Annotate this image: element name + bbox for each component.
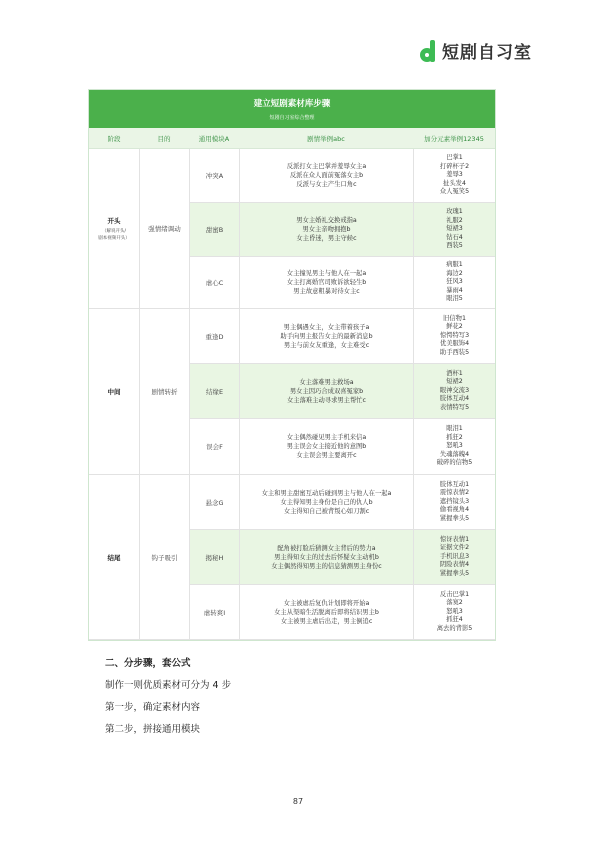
plot-example: 女主得知男主身份是自己的仇人b — [280, 498, 373, 506]
extra-element: 眼神交流3 — [439, 386, 470, 394]
extra-element: 短裙2 — [446, 378, 463, 386]
extra-element: 怒吼3 — [446, 607, 463, 615]
plot-example: 女主偶然碰见男主手机来信a — [286, 434, 367, 441]
module-cell: 甜蜜B — [189, 203, 239, 256]
table-row — [189, 149, 495, 203]
extra-element: 手机讯息3 — [439, 552, 470, 560]
extra-element: 优美服饰4 — [439, 340, 470, 348]
plot-example: 助手向男主报告女主的最新消息b — [280, 332, 373, 340]
extra-element: 旧信物1 — [443, 314, 466, 322]
plot-example: 女主昏迷，男主守候c — [296, 235, 357, 242]
table-body — [89, 149, 495, 640]
brand-mark-icon — [420, 40, 438, 62]
table-row — [189, 309, 495, 364]
extra-element: 西装5 — [446, 242, 463, 250]
plot-cell — [239, 309, 413, 363]
purpose-label: 钩子吸引 — [151, 553, 178, 562]
column-header-module: 通用模块A — [198, 134, 230, 143]
extra-element: 病服1 — [446, 261, 463, 269]
plot-cell — [239, 419, 413, 474]
plot-example: 女主撞见男主与他人在一起a — [286, 270, 367, 277]
column-header-purpose: 目的 — [157, 134, 171, 143]
extra-element: 羞辱3 — [446, 171, 463, 179]
plot-cell — [239, 149, 413, 202]
plot-example: 反派在众人面前冤落女主b — [289, 172, 364, 179]
plot-example: 男主故意粗暴对待女主c — [293, 288, 360, 295]
extra-element: 肢体互动1 — [439, 480, 470, 488]
extra-element: 钻石4 — [446, 233, 463, 241]
plot-cell — [239, 585, 413, 639]
extra-element: 抓狂2 — [446, 433, 463, 441]
plot-example: 女主误会男主要离开c — [296, 452, 357, 459]
extras-cell — [413, 309, 495, 363]
purpose-label: 剧情转折 — [151, 388, 178, 396]
extras-cell — [413, 149, 495, 202]
extras-cell — [413, 203, 495, 256]
extra-element: 众人冤笑5 — [439, 188, 470, 196]
extra-element: 短裙3 — [446, 225, 463, 233]
plot-example: 男主偶遇女主，女主带着孩子a — [283, 323, 370, 331]
plot-example: 女主和男主甜蜜互动后碰到男主与他人在一起a — [261, 489, 392, 497]
extra-element: 破碎的信物5 — [436, 459, 473, 467]
extras-cell — [413, 585, 495, 639]
extra-element: 鲜花2 — [446, 323, 463, 331]
plot-cell — [239, 203, 413, 256]
table-row — [189, 203, 495, 257]
extra-element: 酒杯1 — [446, 369, 463, 377]
plot-example: 女主偶然得知男主的信息猜测男主身份c — [271, 562, 382, 570]
table-header — [89, 90, 495, 128]
material-steps-table — [88, 89, 496, 641]
module-cell: 冲突A — [189, 149, 239, 202]
extra-element: 巴掌1 — [446, 154, 463, 162]
extra-element: 眼泪5 — [446, 295, 463, 303]
page-number: 87 — [292, 797, 304, 806]
plot-example: 男主得知女主的过去后怀疑女主动机b — [274, 553, 379, 561]
plot-example: 女主从渠暗生活脱离后即将结识男主b — [274, 608, 379, 616]
extra-element: 遮挡镜头3 — [439, 497, 470, 505]
module-cell: 虐心C — [189, 257, 239, 308]
stage-cell — [89, 149, 139, 309]
module-cell: 虐转爽I — [189, 585, 239, 639]
extra-element: 狂风3 — [446, 278, 463, 286]
body-line: 第一步，确定素材内容 — [105, 702, 201, 713]
plot-cell — [239, 364, 413, 418]
table-row — [189, 364, 495, 419]
stage-cell — [89, 309, 139, 475]
plot-example: 男女主婚礼交换戒指a — [296, 217, 357, 224]
plot-example: 女主落难主动寻求男主帮忙c — [286, 396, 367, 404]
plot-example: 配角被打脸后猜测女主背后的势力a — [277, 544, 376, 552]
purpose-cell — [139, 149, 189, 309]
extra-element: 紧握拳头5 — [439, 514, 470, 522]
plot-example: 男女主亲吻拥抱b — [302, 226, 351, 233]
extra-element: 阴险表情4 — [439, 561, 470, 569]
extra-element: 玫瑰1 — [446, 208, 463, 216]
extra-element: 扯头发4 — [443, 179, 466, 187]
module-cell: 结缘E — [189, 364, 239, 418]
extras-cell — [413, 419, 495, 474]
extra-element: 怒吼3 — [446, 442, 463, 450]
plot-example: 女主被虐后复仇计划即将开始a — [283, 599, 370, 607]
plot-example: 男主误会女主接近他的意图b — [286, 443, 367, 450]
extra-element: 暴雨4 — [446, 286, 463, 294]
table-subtitle: 短剧自习室综合整理 — [269, 115, 315, 121]
plot-example: 反派打女主巴掌并羞辱女主a — [286, 163, 367, 170]
stage-label: 中间 — [107, 388, 121, 396]
extras-cell — [413, 257, 495, 308]
stage-label: 开头 — [107, 216, 121, 225]
column-header-extras: 加分元素举例12345 — [424, 134, 484, 143]
extra-element: 失魂落魄4 — [439, 450, 470, 458]
column-headers — [89, 128, 495, 149]
extra-element: 肢体互动4 — [439, 395, 470, 403]
purpose-cell — [139, 475, 189, 640]
extra-element: 眼泪1 — [446, 425, 463, 433]
table-section — [89, 309, 495, 475]
column-header-stage: 阶段 — [107, 134, 121, 143]
extra-element: 偷看视角4 — [439, 506, 470, 514]
plot-cell — [239, 475, 413, 529]
extra-element: 震惊表情2 — [439, 489, 470, 497]
plot-example: 女主被男主虐后出走，男主倒追c — [280, 617, 373, 625]
table-row — [189, 585, 495, 640]
brand-name: 短剧自习室 — [442, 43, 532, 63]
extra-element: 落寞2 — [446, 599, 463, 607]
table-row — [189, 419, 495, 475]
extra-element: 礼服2 — [446, 216, 463, 224]
table-section — [89, 149, 495, 309]
plot-example: 女主得知自己被背叛心如刀割c — [283, 507, 370, 515]
extras-cell — [413, 364, 495, 418]
module-cell: 重逢D — [189, 309, 239, 363]
extra-element: 紧握拳头5 — [439, 569, 470, 577]
extra-element: 反击巴掌1 — [439, 590, 470, 598]
plot-example: 女主打离婚官司败诉欲轻生b — [286, 279, 367, 286]
stage-label: 结尾 — [107, 553, 121, 562]
extra-element: 证据文件2 — [439, 544, 470, 552]
extra-element: 抓狂4 — [446, 616, 463, 624]
extra-element: 助手西装5 — [439, 348, 470, 356]
plot-cell — [239, 530, 413, 584]
module-cell: 揭秘H — [189, 530, 239, 584]
module-cell: 误会F — [189, 419, 239, 474]
body-line: 制作一则优质素材可分为 4 步 — [105, 680, 232, 691]
brand-logo — [420, 38, 532, 63]
plot-example: 女主落难男主救场a — [299, 378, 354, 386]
body-line: 第二步，拼接通用模块 — [105, 724, 201, 735]
purpose-cell — [139, 309, 189, 475]
extras-cell — [413, 475, 495, 529]
extras-cell — [413, 530, 495, 584]
stage-note: （解说开头/ 剧本视频开头） — [98, 228, 130, 241]
column-header-plot: 剧情举例abc — [307, 134, 345, 143]
plot-example: 反派与女主产生口角c — [296, 181, 357, 188]
table-row — [189, 530, 495, 585]
table-section — [89, 475, 495, 640]
plot-cell — [239, 257, 413, 308]
extra-element: 惊愕特写3 — [439, 331, 470, 339]
table-row — [189, 475, 495, 530]
section-heading: 二、分步骤，套公式 — [105, 658, 191, 669]
table-title: 建立短剧素材库步骤 — [253, 99, 331, 109]
plot-example: 男女主因巧合成双喜冤家b — [289, 387, 364, 395]
extra-element: 惊讶表情1 — [439, 535, 470, 543]
plot-example: 男主与前女友重逢，女主难受c — [283, 341, 370, 349]
extra-element: 海边2 — [446, 269, 463, 277]
extra-element: 表情特写5 — [439, 403, 470, 411]
stage-cell — [89, 475, 139, 640]
table-row — [189, 257, 495, 309]
module-cell: 悬念G — [189, 475, 239, 529]
extra-element: 离去的背影5 — [436, 624, 473, 632]
purpose-label: 强情绪调动 — [148, 225, 181, 233]
extra-element: 打碎杯子2 — [439, 162, 470, 170]
